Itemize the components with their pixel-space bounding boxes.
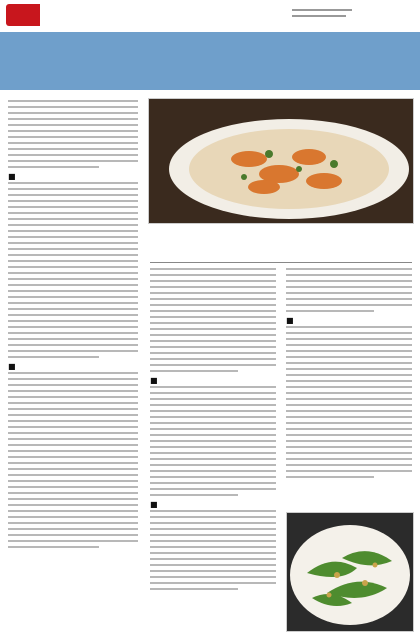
masthead-logo [368, 2, 416, 28]
section-heading-text [150, 510, 276, 512]
body-paragraph [150, 516, 276, 590]
body-paragraph [8, 188, 138, 358]
section-heading: ■ [8, 172, 138, 184]
middle-column [150, 268, 276, 594]
page-number [6, 4, 40, 26]
section-heading: ■ [286, 316, 412, 328]
section-heading-text [8, 372, 138, 374]
left-column [8, 100, 138, 552]
right-column [286, 268, 412, 482]
body-paragraph [286, 268, 412, 312]
headline-banner [0, 32, 420, 90]
shrimp-dish-image [149, 99, 413, 223]
page-header [0, 0, 420, 30]
divider [150, 262, 412, 263]
section-heading: ■ [150, 376, 276, 388]
body-paragraph [286, 332, 412, 478]
body-paragraph [150, 268, 276, 372]
greens-dish-image [287, 513, 413, 631]
food-photo-bottom [286, 512, 414, 632]
section-heading: ■ [150, 500, 276, 512]
edition-meta [292, 6, 352, 17]
section-heading-text [286, 326, 412, 328]
food-photo-top [148, 98, 414, 224]
section-heading-text [150, 386, 276, 388]
section-heading: ■ [8, 362, 138, 374]
body-paragraph [150, 392, 276, 496]
lead-paragraph [8, 100, 138, 168]
body-paragraph [8, 378, 138, 548]
section-heading-text [8, 182, 138, 184]
